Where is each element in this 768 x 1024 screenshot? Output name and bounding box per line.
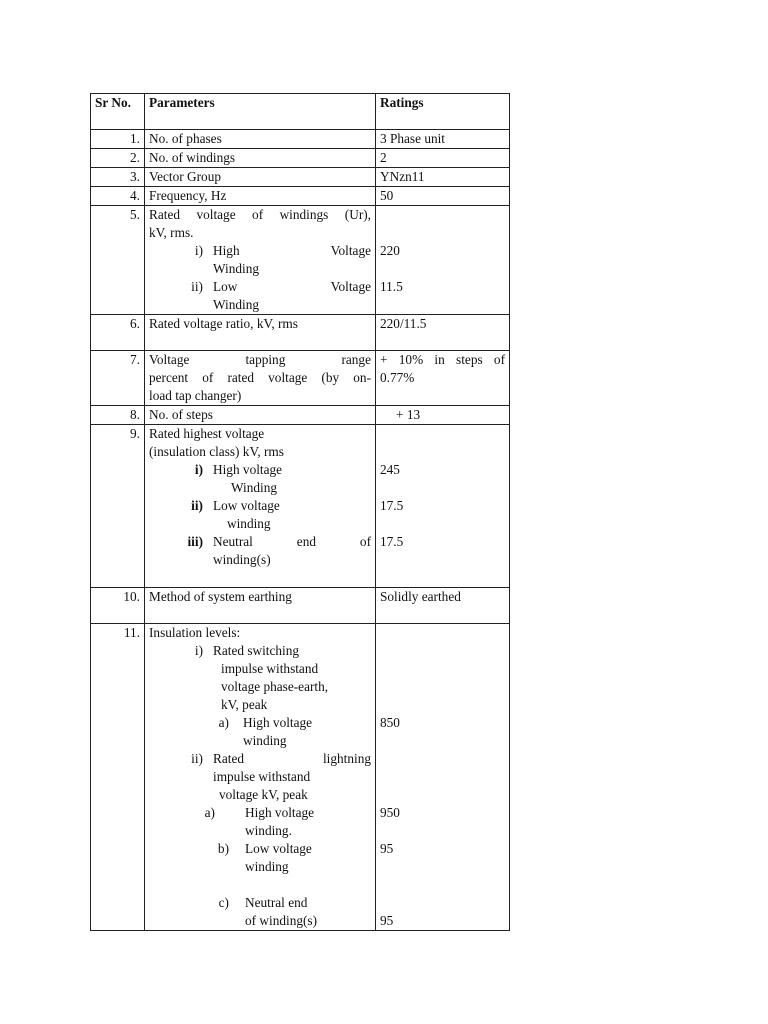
row-rating: 220/11.5	[376, 315, 510, 351]
table-row	[91, 588, 510, 624]
rating-line: 850	[380, 715, 400, 730]
row-sr: 6.	[91, 315, 145, 351]
row-param	[145, 206, 376, 315]
rating-line: 17.5	[380, 498, 404, 513]
rating-line: 11.5	[380, 279, 403, 294]
sub-text	[203, 278, 371, 314]
sub-text	[203, 533, 371, 569]
alpha-line: winding.	[245, 823, 292, 838]
row-param: No. of windings	[145, 149, 376, 168]
sub-line: Winding	[213, 261, 260, 276]
row-rating	[376, 406, 510, 425]
rating-line: 95	[380, 913, 394, 928]
sub-item	[149, 750, 371, 804]
table-row	[91, 206, 510, 315]
param-line: Insulation levels:	[149, 625, 241, 640]
param-line: percent of rated voltage (by on-	[149, 370, 371, 385]
sub-line: kV, peak	[221, 697, 268, 712]
row-rating	[376, 206, 510, 315]
row-rating: 50	[376, 187, 510, 206]
table-row	[91, 315, 510, 351]
table-row	[91, 351, 510, 406]
row-sr: 2.	[91, 149, 145, 168]
sub-number: ii)	[191, 751, 203, 766]
sub-line: winding	[227, 516, 271, 531]
table-row	[91, 406, 510, 425]
rating-line: 17.5	[380, 534, 404, 549]
alpha-text	[229, 714, 371, 750]
row-param: Vector Group	[145, 168, 376, 187]
sub-line: Rated lightning	[213, 751, 371, 766]
row-sr: 7.	[91, 351, 145, 406]
param-line: Rated highest voltage	[149, 426, 265, 441]
row-rating: Solidly earthed	[376, 588, 510, 624]
header-ratings: Ratings	[376, 94, 510, 130]
alpha-line: Neutral end	[245, 895, 308, 910]
row-sr: 11.	[91, 624, 145, 931]
alpha-line: High voltage	[243, 715, 313, 730]
alpha-number: c)	[218, 895, 229, 910]
alpha-number: a)	[218, 715, 229, 730]
alpha-line: Low voltage	[245, 841, 312, 856]
row-rating: 2	[376, 149, 510, 168]
alpha-number: b)	[217, 841, 229, 856]
table-row	[91, 149, 510, 168]
row-param: Frequency, Hz	[145, 187, 376, 206]
sub-line: impulse withstand	[221, 661, 319, 676]
sub-number: i)	[194, 243, 203, 258]
rating-line: 245	[380, 462, 400, 477]
alpha-number: a)	[204, 805, 215, 820]
table-header-row	[91, 94, 510, 130]
alpha-text	[229, 840, 371, 876]
sub-line: High Voltage	[213, 243, 371, 258]
alpha-item	[149, 840, 371, 876]
row-param	[145, 624, 376, 931]
param-line: kV, rms.	[149, 225, 194, 240]
sub-text	[203, 642, 371, 714]
row-sr: 9.	[91, 425, 145, 588]
param-line: Voltage tapping range	[149, 352, 371, 367]
param-line: load tap changer)	[149, 388, 242, 403]
sub-item	[149, 642, 371, 714]
row-param: No. of steps	[145, 406, 376, 425]
table-row	[91, 130, 510, 149]
specification-table	[90, 93, 510, 931]
sub-line: Neutral end of	[213, 534, 371, 549]
sub-item	[149, 278, 371, 314]
table-row	[91, 425, 510, 588]
alpha-line: High voltage	[245, 805, 315, 820]
alpha-item	[149, 714, 371, 750]
sub-line: voltage phase-earth,	[221, 679, 329, 694]
table-row	[91, 187, 510, 206]
row-param	[145, 425, 376, 588]
sub-text	[203, 497, 371, 533]
sub-line: voltage kV, peak	[219, 787, 308, 802]
alpha-line: of winding(s)	[245, 913, 318, 928]
rating-line: 950	[380, 805, 400, 820]
sub-line: Winding	[231, 480, 278, 495]
alpha-text	[229, 894, 371, 930]
header-sr: Sr No.	[91, 94, 145, 130]
sub-line: Low voltage	[213, 498, 280, 513]
sub-line: High voltage	[213, 462, 283, 477]
table-row	[91, 624, 510, 931]
row-rating	[376, 351, 510, 406]
param-line: (insulation class) kV, rms	[149, 444, 284, 459]
alpha-item	[149, 894, 371, 930]
row-param: Method of system earthing	[145, 588, 376, 624]
sub-item	[149, 461, 371, 497]
row-sr: 8.	[91, 406, 145, 425]
sub-text	[203, 750, 371, 804]
table-row	[91, 168, 510, 187]
rating-line: 0.77%	[380, 370, 415, 385]
row-sr: 4.	[91, 187, 145, 206]
rating-line: + 10% in steps of	[380, 352, 505, 367]
param-line: Rated voltage of windings (Ur),	[149, 207, 371, 222]
row-rating: 3 Phase unit	[376, 130, 510, 149]
sub-number: ii)	[191, 279, 203, 294]
sub-line: Low Voltage	[213, 279, 371, 294]
rating-line: 220	[380, 243, 400, 258]
sub-item	[149, 242, 371, 278]
sub-number: ii)	[191, 498, 203, 513]
row-rating	[376, 425, 510, 588]
sub-text	[203, 242, 371, 278]
row-sr: 1.	[91, 130, 145, 149]
sub-line: Rated switching	[213, 643, 300, 658]
row-param: No. of phases	[145, 130, 376, 149]
rating-line: + 13	[396, 407, 421, 422]
row-sr: 3.	[91, 168, 145, 187]
alpha-item	[149, 804, 371, 840]
sub-line: Winding	[213, 297, 260, 312]
row-param: Rated voltage ratio, kV, rms	[145, 315, 376, 351]
sub-number: iii)	[187, 534, 203, 549]
alpha-line: winding	[243, 733, 287, 748]
row-rating	[376, 624, 510, 931]
rating-line: 95	[380, 841, 394, 856]
alpha-text	[215, 804, 371, 840]
row-param	[145, 351, 376, 406]
sub-item	[149, 497, 371, 533]
header-parameters: Parameters	[145, 94, 376, 130]
sub-number: i)	[194, 643, 203, 658]
sub-item	[149, 533, 371, 569]
sub-line: impulse withstand	[213, 769, 311, 784]
sub-line: winding(s)	[213, 552, 271, 567]
sub-text	[203, 461, 371, 497]
alpha-line: winding	[245, 859, 289, 874]
sub-number: i)	[194, 462, 203, 477]
row-sr: 5.	[91, 206, 145, 315]
row-sr: 10.	[91, 588, 145, 624]
row-rating: YNzn11	[376, 168, 510, 187]
